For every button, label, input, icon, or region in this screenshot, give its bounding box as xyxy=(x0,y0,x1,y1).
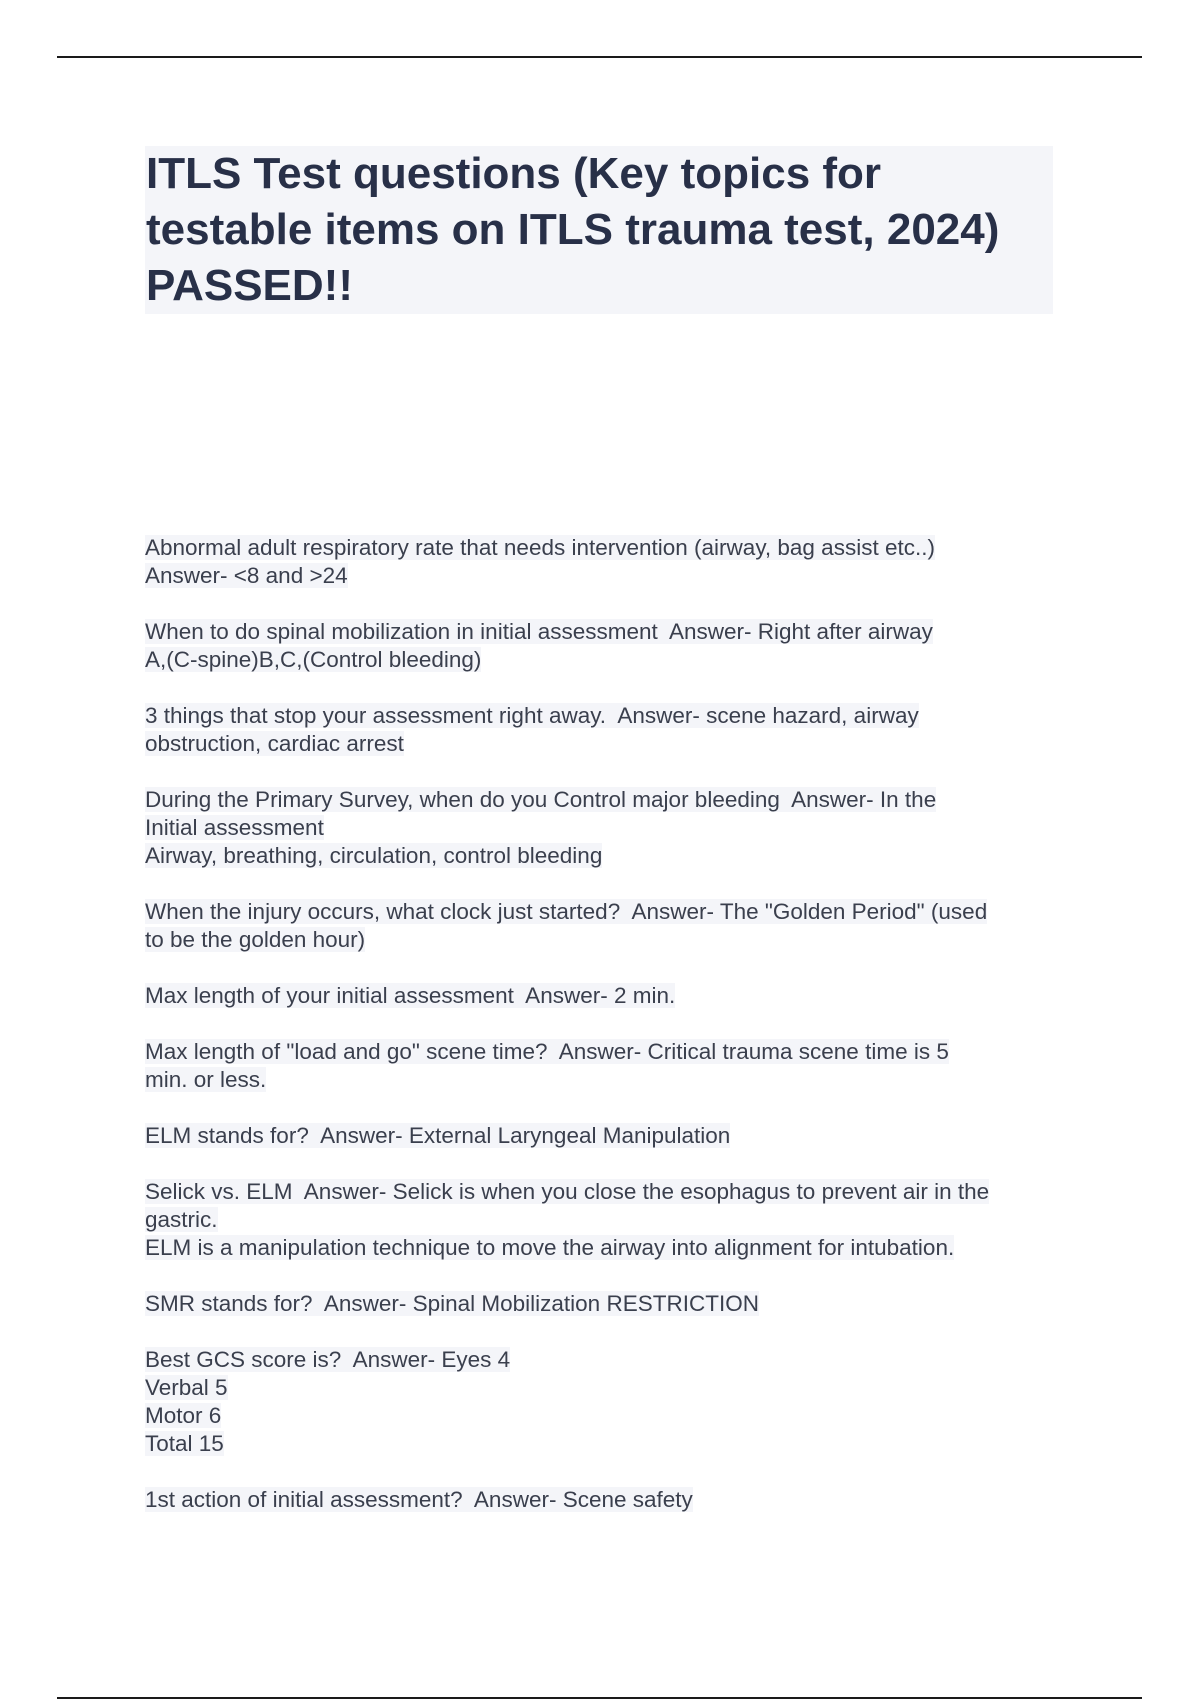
qa-line-text: During the Primary Survey, when do you Control major bleeding Answer- In the xyxy=(145,787,937,812)
qa-item xyxy=(145,1178,1075,1262)
qa-line-text: gastric. xyxy=(145,1207,218,1232)
qa-line-text: SMR stands for? Answer- Spinal Mobilization RESTRICTION xyxy=(145,1291,759,1316)
qa-line xyxy=(145,1402,1075,1430)
qa-line-text: min. or less. xyxy=(145,1067,267,1092)
qa-line-text: Selick vs. ELM Answer- Selick is when you close the esophagus to prevent air in the xyxy=(145,1179,990,1204)
qa-line xyxy=(145,1430,1075,1458)
qa-item xyxy=(145,898,1075,954)
qa-line-text: When to do spinal mobilization in initial assessment Answer- Right after airway xyxy=(145,619,933,644)
qa-line xyxy=(145,1290,1075,1318)
document-title: ITLS Test questions (Key topics for testable items on ITLS trauma test, 2024) PASSED!! xyxy=(146,149,1000,310)
qa-line xyxy=(145,1066,1075,1094)
qa-item xyxy=(145,982,1075,1010)
qa-list xyxy=(145,534,1075,1542)
qa-line xyxy=(145,926,1075,954)
qa-line xyxy=(145,1234,1075,1262)
qa-line-text: Abnormal adult respiratory rate that needs intervention (airway, bag assist etc..) xyxy=(145,535,935,560)
qa-line xyxy=(145,814,1075,842)
qa-line xyxy=(145,1122,1075,1150)
bottom-divider xyxy=(57,1697,1142,1699)
qa-line-text: Motor 6 xyxy=(145,1403,222,1428)
qa-item xyxy=(145,1038,1075,1094)
qa-item xyxy=(145,702,1075,758)
qa-item xyxy=(145,1290,1075,1318)
qa-line-text: to be the golden hour) xyxy=(145,927,366,952)
qa-line-text: 1st action of initial assessment? Answer- Scene safety xyxy=(145,1487,693,1512)
qa-line xyxy=(145,534,1075,562)
qa-line xyxy=(145,786,1075,814)
qa-item xyxy=(145,1486,1075,1514)
qa-line-text: ELM is a manipulation technique to move the airway into alignment for intubation. xyxy=(145,1235,955,1260)
qa-line-text: ELM stands for? Answer- External Laryngeal Manipulation xyxy=(145,1123,731,1148)
qa-line xyxy=(145,982,1075,1010)
qa-line-text: When the injury occurs, what clock just started? Answer- The "Golden Period" (used xyxy=(145,899,988,924)
top-divider xyxy=(57,56,1142,58)
qa-line-text: obstruction, cardiac arrest xyxy=(145,731,404,756)
qa-line-text: Max length of your initial assessment Answer- 2 min. xyxy=(145,983,676,1008)
qa-line-text: Answer- <8 and >24 xyxy=(145,563,348,588)
qa-line-text: Airway, breathing, circulation, control bleeding xyxy=(145,843,603,868)
qa-item xyxy=(145,534,1075,590)
qa-line-text: Verbal 5 xyxy=(145,1375,228,1400)
qa-line xyxy=(145,702,1075,730)
qa-line xyxy=(145,1346,1075,1374)
qa-line xyxy=(145,730,1075,758)
qa-item xyxy=(145,1346,1075,1458)
qa-line xyxy=(145,1486,1075,1514)
qa-line-text: Best GCS score is? Answer- Eyes 4 xyxy=(145,1347,511,1372)
qa-item xyxy=(145,786,1075,870)
title-block xyxy=(145,146,1053,314)
qa-line xyxy=(145,562,1075,590)
qa-line xyxy=(145,898,1075,926)
qa-line xyxy=(145,646,1075,674)
qa-line-text: Max length of "load and go" scene time? Answer- Critical trauma scene time is 5 xyxy=(145,1039,949,1064)
qa-line xyxy=(145,842,1075,870)
qa-line xyxy=(145,1374,1075,1402)
qa-line-text: Initial assessment xyxy=(145,815,324,840)
qa-line-text: A,(C-spine)B,C,(Control bleeding) xyxy=(145,647,482,672)
qa-item xyxy=(145,618,1075,674)
qa-line xyxy=(145,1038,1075,1066)
qa-item xyxy=(145,1122,1075,1150)
qa-line-text: 3 things that stop your assessment right away. Answer- scene hazard, airway xyxy=(145,703,919,728)
qa-line xyxy=(145,1206,1075,1234)
qa-line-text: Total 15 xyxy=(145,1431,224,1456)
qa-line xyxy=(145,1178,1075,1206)
qa-line xyxy=(145,618,1075,646)
